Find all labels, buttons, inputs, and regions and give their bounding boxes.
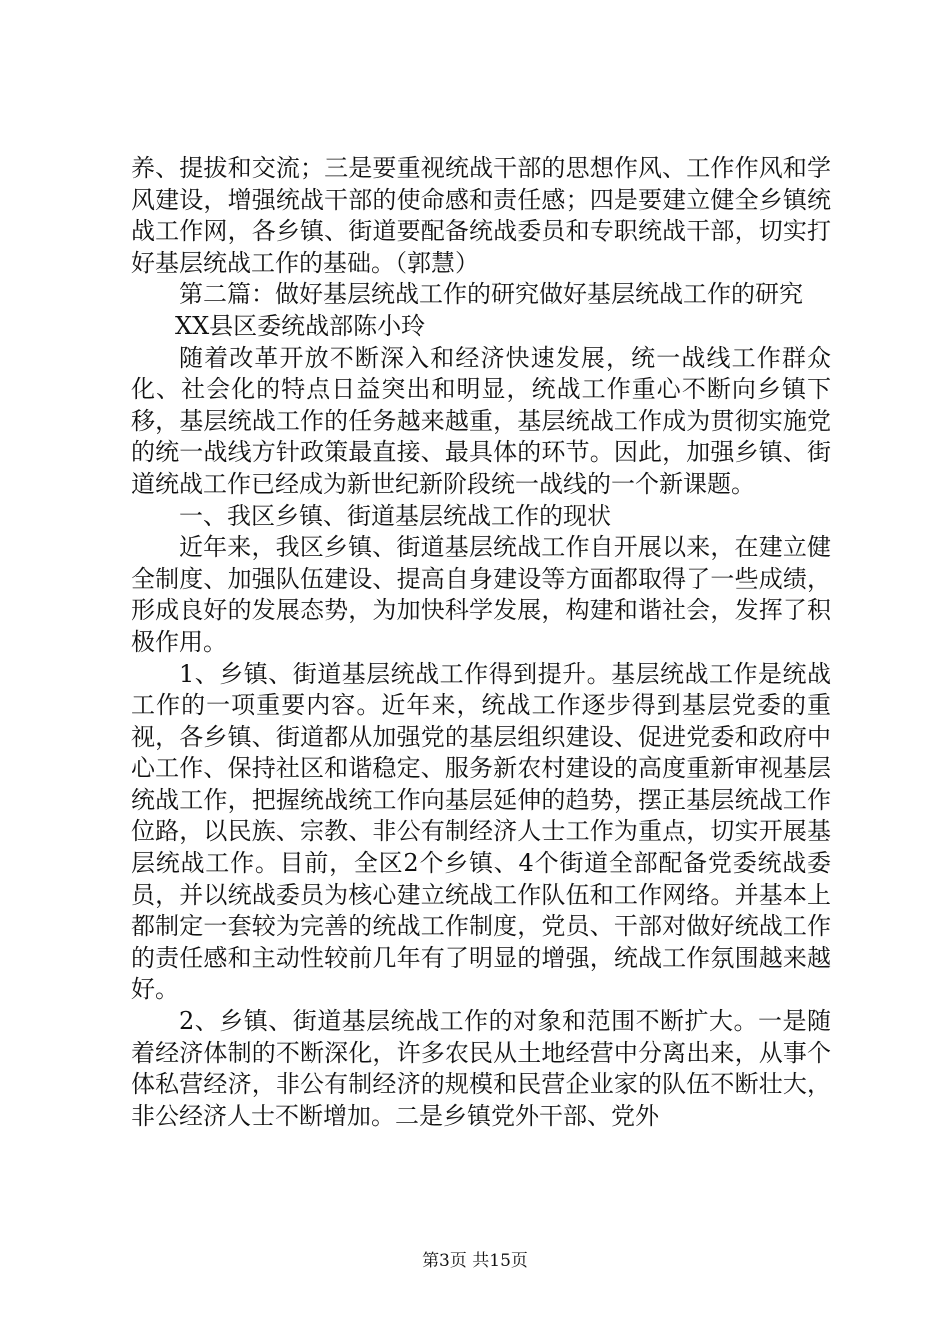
paragraph-recent-years: 近年来，我区乡镇、街道基层统战工作自开展以来，在建立健全制度、加强队伍建设、提高自身建设等方面都取得了一些成绩，形成良好的发展态势，为加快科学发展，构建和谐社会，发挥了积极作用。 xyxy=(131,533,831,656)
section-title: 第二篇：做好基层统战工作的研究做好基层统战工作的研究 xyxy=(179,280,803,309)
subheading-status: 一、我区乡镇、街道基层统战工作的现状 xyxy=(179,501,611,530)
author-line: XX县区委统战部陈小玲 xyxy=(175,311,426,340)
paragraph-intro: 随着改革开放不断深入和经济快速发展，统一战线工作群众化、社会化的特点日益突出和明显，统战工作重心不断向乡镇下移，基层统战工作的任务越来越重，基层统战工作成为贯彻实施党的统一战线方针政策最直接、最具体的环节。因此，加强乡镇、街道统战工作已经成为新世纪新阶段统一战线的一个新课题。 xyxy=(131,343,831,498)
document-body xyxy=(131,153,831,1132)
paragraph-point-1: 1、乡镇、街道基层统战工作得到提升。基层统战工作是统战工作的一项重要内容。近年来，统战工作逐步得到基层党委的重视，各乡镇、街道都从加强党的基层组织建设、促进党委和政府中心工作、保持社区和谐稳定、服务新农村建设的高度重新审视基层统战工作，把握统战统工作向基层延伸的趋势，摆正基层统战工作位路，以民族、宗教、非公有制经济人士工作为重点，切实开展基层统战工作。目前，全区2个乡镇、4个街道全部配备党委统战委员，并以统战委员为核心建立统战工作队伍和工作网络。并基本上都制定一套较为完善的统战工作制度，党员、干部对做好统战工作的责任感和主动性较前几年有了明显的增强，统战工作氛围越来越好。 xyxy=(131,659,831,1004)
paragraph-continuation: 养、提拔和交流；三是要重视统战干部的思想作风、工作作风和学风建设，增强统战干部的使命感和责任感；四是要建立健全乡镇统战工作网，各乡镇、街道要配备统战委员和专职统战干部，切实打好基层统战工作的基础。（郭慧） xyxy=(131,154,831,277)
paragraph-point-2: 2、乡镇、街道基层统战工作的对象和范围不断扩大。一是随着经济体制的不断深化，许多农民从土地经营中分离出来，从事个体私营经济，非公有制经济的规模和民营企业家的队伍不断壮大，非公经济人士不断增加。二是乡镇党外干部、党外 xyxy=(131,1007,831,1130)
page-number-footer: 第3页 共15页 xyxy=(422,1251,528,1271)
